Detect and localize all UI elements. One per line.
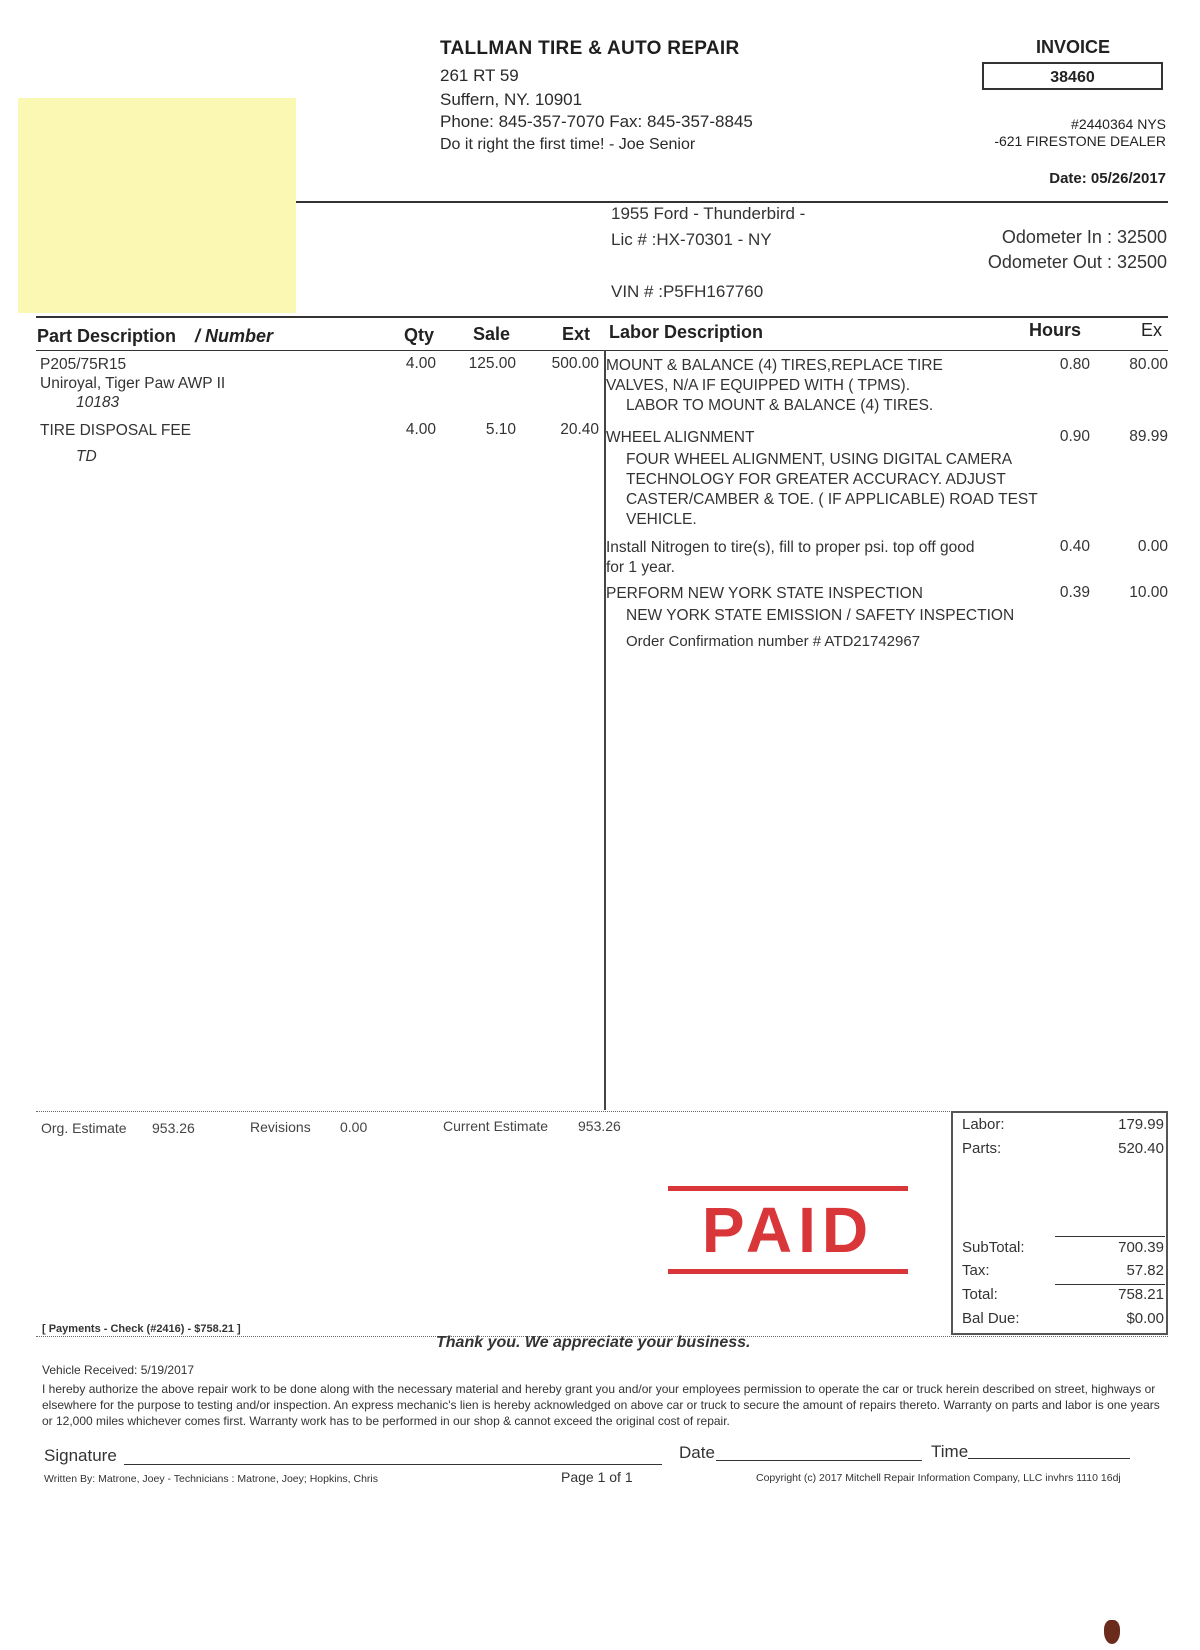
labor-2-hours: 0.90 — [1059, 428, 1090, 445]
part-1-ext: 500.00 — [551, 355, 599, 372]
shop-name: TALLMAN TIRE & AUTO REPAIR — [440, 38, 740, 59]
labor-1-ext: 80.00 — [1129, 356, 1168, 373]
totals-parts-value: 520.40 — [1118, 1140, 1164, 1157]
labor-4-title: PERFORM NEW YORK STATE INSPECTION — [606, 585, 923, 602]
totals-subtotal-value: 700.39 — [1118, 1239, 1164, 1256]
shop-address1: 261 RT 59 — [440, 66, 519, 85]
labor-1-detail: LABOR TO MOUNT & BALANCE (4) TIRES. — [626, 397, 934, 414]
date-label: Date — [679, 1443, 715, 1462]
ink-blot — [1104, 1620, 1120, 1644]
sticky-note — [18, 98, 296, 313]
parts-header-description: Part Description — [37, 326, 177, 346]
labor-2-title: WHEEL ALIGNMENT — [606, 429, 755, 446]
invoice-title: INVOICE — [1036, 37, 1111, 57]
estimate-org-value: 953.26 — [152, 1120, 195, 1136]
labor-1-title: MOUNT & BALANCE (4) TIRES,REPLACE TIRE VALVES, N/A IF EQUIPPED WITH ( TPMS). — [606, 357, 943, 394]
estimate-rev-label: Revisions — [250, 1119, 311, 1135]
vehicle-vin: VIN # :P5FH167760 — [611, 282, 764, 301]
odometer-in: Odometer In : 32500 — [1001, 227, 1167, 247]
totals-baldue-value: $0.00 — [1126, 1310, 1164, 1327]
labor-4-ext: 10.00 — [1129, 584, 1168, 601]
parts-header-number: / Number — [195, 326, 274, 346]
copyright: Copyright (c) 2017 Mitchell Repair Information Company, LLC invhrs 1110 16dj — [756, 1472, 1121, 1484]
header-underline — [36, 350, 1168, 351]
parts-header-qty: Qty — [404, 325, 435, 345]
part-1-number: 10183 — [76, 394, 120, 411]
estimate-current-value: 953.26 — [578, 1118, 621, 1134]
part-1-qty: 4.00 — [405, 355, 436, 372]
part-2-sale: 5.10 — [485, 421, 516, 438]
part-2-qty: 4.00 — [405, 421, 436, 438]
header-divider — [296, 201, 1168, 203]
column-separator — [604, 350, 606, 1110]
totals-total-label: Total: — [962, 1286, 998, 1303]
part-2-number: TD — [76, 448, 97, 465]
labor-4-detail2: Order Confirmation number # ATD21742967 — [626, 633, 921, 650]
labor-header-ext: Ex — [1141, 320, 1163, 340]
signature-label: Signature — [44, 1446, 117, 1465]
labor-3-title: Install Nitrogen to tire(s), fill to proper psi. top off good for 1 year. — [606, 539, 975, 576]
shop-motto: Do it right the first time! - Joe Senior — [440, 136, 696, 153]
shop-phone-fax: Phone: 845-357-7070 Fax: 845-357-8845 — [440, 112, 753, 131]
invoice-license: #2440364 NYS — [1071, 116, 1166, 132]
authorization-text: I hereby authorize the above repair work to be done along with the necessary material and hereby grant you and/or your employees permission to operate the car or truck herein described on street, highways or elsewhere for the purpose to testing and/or inspection. An express mechanic's lien is hereby acknowledged on above car or truck to secure the amount of repairs thereto. Warranty on parts and labor is one years or 12,000 miles whichever comes first. Warranty work has to be performed in our shop & cannot exceed the original cost of repair. — [42, 1382, 1160, 1428]
total-rule — [1055, 1284, 1165, 1285]
totals-baldue-label: Bal Due: — [962, 1310, 1020, 1327]
labor-4-detail: NEW YORK STATE EMISSION / SAFETY INSPECTION — [626, 607, 1015, 624]
estimate-rev-value: 0.00 — [340, 1119, 368, 1135]
invoice-number: 38460 — [982, 62, 1163, 90]
part-2-line1: TIRE DISPOSAL FEE — [40, 422, 192, 439]
totals-parts-label: Parts: — [962, 1140, 1002, 1157]
totals-subtotal-label: SubTotal: — [962, 1239, 1025, 1256]
totals-tax-label: Tax: — [962, 1262, 990, 1279]
part-1-line1: P205/75R15 — [40, 356, 127, 373]
labor-3-hours: 0.40 — [1059, 538, 1090, 555]
table-top-divider — [36, 316, 1168, 318]
time-line[interactable] — [968, 1458, 1130, 1459]
totals-labor-value: 179.99 — [1118, 1116, 1164, 1133]
labor-header-hours: Hours — [1029, 320, 1082, 340]
labor-1-hours: 0.80 — [1059, 356, 1090, 373]
thank-you-message: Thank you. We appreciate your business. — [436, 1334, 751, 1351]
labor-2-ext: 89.99 — [1129, 428, 1168, 445]
written-by: Written By: Matrone, Joey - Technicians : Matrone, Joey; Hopkins, Chris — [44, 1473, 378, 1485]
part-2-ext: 20.40 — [560, 421, 599, 438]
vehicle-license: Lic # :HX-70301 - NY — [611, 230, 772, 249]
page-number: Page 1 of 1 — [561, 1469, 633, 1485]
subtotal-rule — [1055, 1236, 1165, 1237]
invoice-dealer: -621 FIRESTONE DEALER — [994, 133, 1166, 149]
labor-3-ext: 0.00 — [1137, 538, 1168, 555]
signature-line[interactable] — [124, 1464, 662, 1465]
vehicle-description: 1955 Ford - Thunderbird - — [611, 204, 806, 223]
estimate-org-label: Org. Estimate — [41, 1120, 127, 1136]
parts-header-sale: Sale — [473, 324, 511, 344]
vehicle-received: Vehicle Received: 5/19/2017 — [42, 1363, 195, 1377]
totals-labor-label: Labor: — [962, 1116, 1005, 1133]
date-line[interactable] — [716, 1460, 922, 1461]
part-1-sale: 125.00 — [468, 355, 516, 372]
estimate-current-label: Current Estimate — [443, 1118, 549, 1134]
labor-header-description: Labor Description — [609, 322, 764, 342]
part-1-line2: Uniroyal, Tiger Paw AWP II — [40, 375, 226, 392]
odometer-out: Odometer Out : 32500 — [987, 252, 1167, 272]
labor-4-hours: 0.39 — [1059, 584, 1090, 601]
totals-total-value: 758.21 — [1118, 1286, 1164, 1303]
totals-tax-value: 57.82 — [1126, 1262, 1164, 1279]
labor-2-detail: FOUR WHEEL ALIGNMENT, USING DIGITAL CAMERA TECHNOLOGY FOR GREATER ACCURACY. ADJUST CASTER/CAMBER & TOE. ( IF APPLICABLE) ROAD TEST VEHICLE. — [626, 451, 1038, 528]
time-label: Time — [931, 1442, 969, 1461]
parts-header-ext: Ext — [562, 324, 591, 344]
shop-address2: Suffern, NY. 10901 — [440, 90, 583, 109]
paid-stamp: PAID — [668, 1186, 908, 1274]
payments-line: [ Payments - Check (#2416) - $758.21 ] — [42, 1323, 241, 1335]
invoice-date: Date: 05/26/2017 — [1049, 170, 1166, 187]
